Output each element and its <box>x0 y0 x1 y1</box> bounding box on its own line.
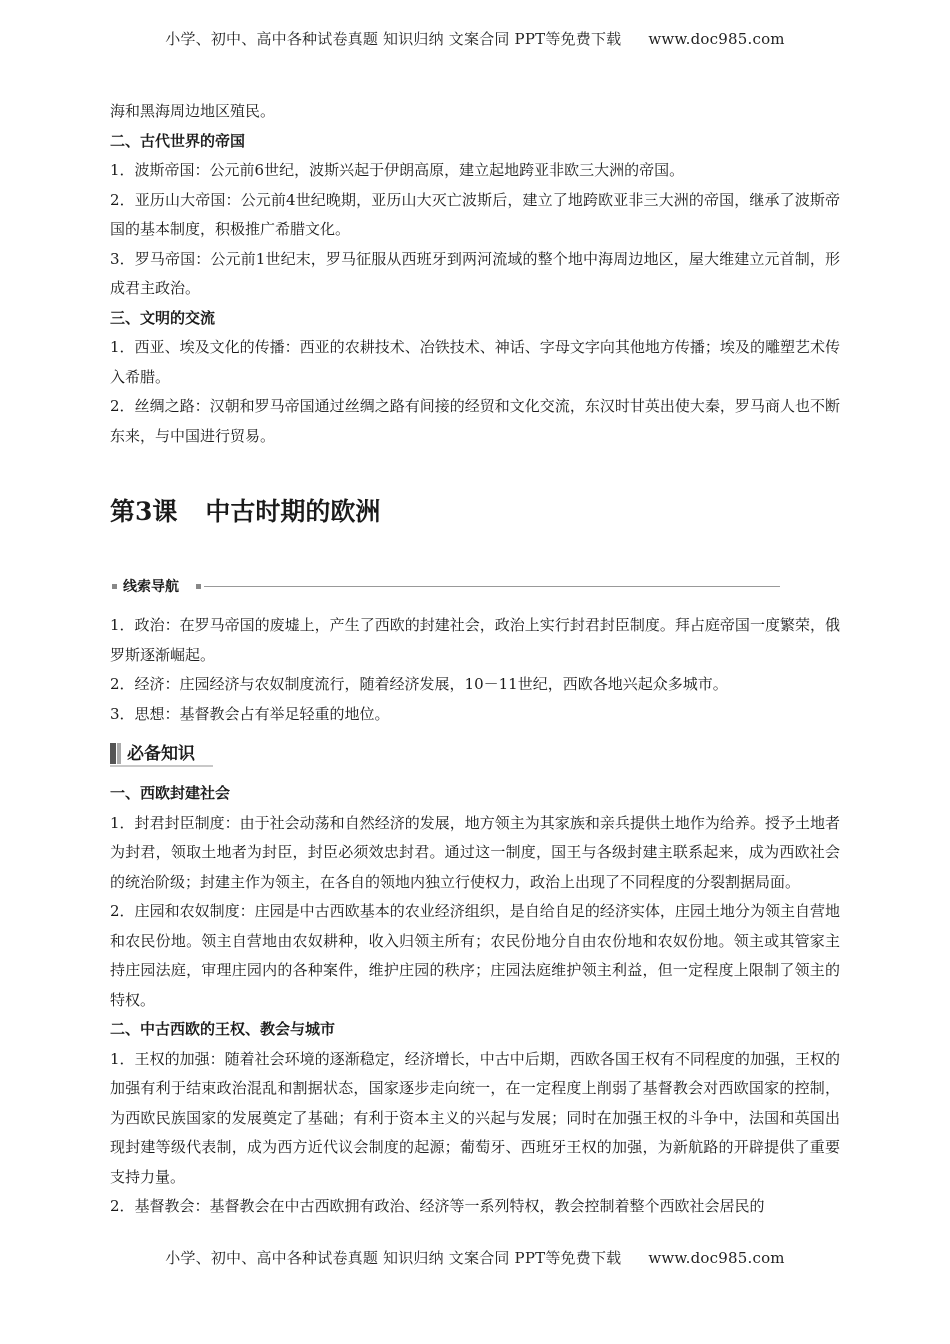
banner-text: 小学、初中、高中各种试卷真题 知识归纳 文案合同 PPT等免费下载 <box>165 30 622 48</box>
part1-item: 1．封君封臣制度：由于社会动荡和自然经济的发展，地方领主为其家族和亲兵提供土地作为给养。授予土地者为封君，领取土地者为封臣，封臣必须效忠封君。通过这一制度，国王与各级封建主联系起来，成为西欧社会的统治阶级；封建主作为领主，在各自的领地内独立行使权力，政治上出现了不同程度的分裂割据局面。 <box>110 813 840 891</box>
essential-underline <box>110 765 213 767</box>
clue-nav-label: 线索导航 <box>123 579 179 595</box>
lesson-name: 中古时期的欧洲 <box>205 497 381 526</box>
section2-item: 3．罗马帝国：公元前1世纪末，罗马征服从西班牙到两河流域的整个地中海周边地区，屋大维建立元首制，形成君主政治。 <box>110 249 840 297</box>
divider-line <box>204 586 780 587</box>
part2-item: 2．基督教会：基督教会在中古西欧拥有政治、经济等一系列特权，教会控制着整个西欧社会居民的 <box>110 1197 765 1215</box>
part1-heading: 一、西欧封建社会 <box>110 784 231 802</box>
section3-heading: 三、文明的交流 <box>110 308 216 327</box>
banner-text: 小学、初中、高中各种试卷真题 知识归纳 文案合同 PPT等免费下载 <box>165 1249 622 1267</box>
bottom-banner <box>0 1247 950 1268</box>
clue-nav-item: 3．思想：基督教会占有举足轻重的地位。 <box>110 704 390 723</box>
clue-nav-header <box>110 577 840 597</box>
banner-url[interactable]: www.doc985.com <box>648 1249 785 1267</box>
top-banner <box>0 28 950 49</box>
part2-heading: 二、中古西欧的王权、教会与城市 <box>110 1020 336 1038</box>
essential-label: 必备知识 <box>127 744 195 764</box>
square-bullet-icon <box>196 584 201 589</box>
page-content <box>110 97 840 1222</box>
section2-item: 1．波斯帝国：公元前6世纪，波斯兴起于伊朗高原，建立起地跨亚非欧三大洲的帝国。 <box>110 161 685 179</box>
lesson-number: 第3课 <box>110 497 178 526</box>
section-bar-icon <box>110 743 116 764</box>
section-bar-icon <box>117 743 121 764</box>
lesson-title <box>110 497 840 527</box>
section3-item: 2．丝绸之路：汉朝和罗马帝国通过丝绸之路有间接的经贸和文化交流，东汉时甘英出使大秦，罗马商人也不断东来，与中国进行贸易。 <box>110 397 840 445</box>
intro-tail: 海和黑海周边地区殖民。 <box>110 102 276 120</box>
clue-nav-item: 1．政治：在罗马帝国的废墟上，产生了西欧的封建社会，政治上实行封君封臣制度。拜占庭帝国一度繁荣，俄罗斯逐渐崛起。 <box>110 616 840 664</box>
section3-item: 1．西亚、埃及文化的传播：西亚的农耕技术、冶铁技术、神话、字母文字向其他地方传播；埃及的雕塑艺术传入希腊。 <box>110 338 840 386</box>
square-bullet-icon <box>112 584 117 589</box>
section2-item: 2．亚历山大帝国：公元前4世纪晚期，亚历山大灭亡波斯后，建立了地跨欧亚非三大洲的帝国，继承了波斯帝国的基本制度，积极推广希腊文化。 <box>110 190 840 238</box>
section2-heading: 二、古代世界的帝国 <box>110 131 246 150</box>
part2-item: 1．王权的加强：随着社会环境的逐渐稳定，经济增长，中古中后期，西欧各国王权有不同程度的加强，王权的加强有利于结束政治混乱和割据状态，国家逐步走向统一，在一定程度上削弱了基督教会对西欧国家的控制，为西欧民族国家的发展奠定了基础；有利于资本主义的兴起与发展；同时在加强王权的斗争中，法国和英国出现封建等级代表制，成为西方近代议会制度的起源；葡萄牙、西班牙王权的加强，为新航路的开辟提供了重要支持力量。 <box>110 1049 840 1186</box>
clue-nav-item: 2．经济：庄园经济与农奴制度流行，随着经济发展，10－11世纪，西欧各地兴起众多城市。 <box>110 675 728 693</box>
essential-header <box>110 741 840 767</box>
banner-url[interactable]: www.doc985.com <box>648 30 785 48</box>
part1-item: 2．庄园和农奴制度：庄园是中古西欧基本的农业经济组织，是自给自足的经济实体，庄园土地分为领主自营地和农民份地。领主自营地由农奴耕种，收入归领主所有；农民份地分自由农份地和农奴份地。领主或其管家主持庄园法庭，审理庄园内的各种案件，维护庄园的秩序；庄园法庭维护领主利益，但一定程度上限制了领主的特权。 <box>110 902 840 1009</box>
